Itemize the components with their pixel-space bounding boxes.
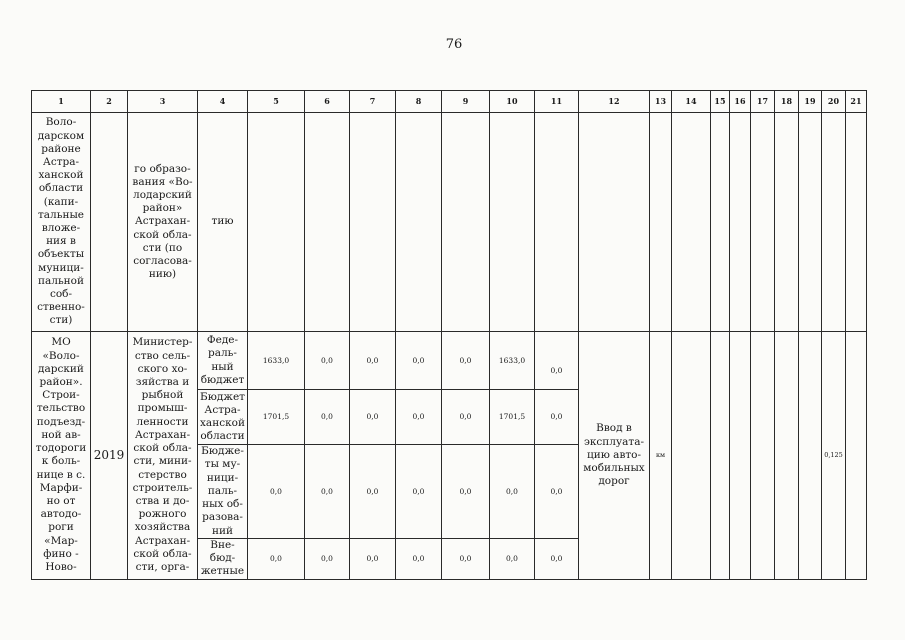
amount-cell: 0,0 bbox=[305, 445, 350, 539]
amount-cell: 0,0 bbox=[490, 445, 535, 539]
amount-cell: 0,0 bbox=[350, 332, 396, 390]
amount-cell: 0,0 bbox=[535, 390, 579, 445]
amount-cell: 1701,5 bbox=[248, 390, 305, 445]
amount-cell: 0,0 bbox=[350, 539, 396, 580]
executor-cell: го образо- вания «Во- лодарский район» Астрахан- ской обла- сти (по согласова- нию) bbox=[128, 113, 198, 332]
column-number: 11 bbox=[535, 91, 579, 113]
year-cell: 2019 bbox=[91, 332, 128, 580]
column-number: 14 bbox=[672, 91, 711, 113]
continued-row bbox=[32, 113, 867, 332]
column-number: 21 bbox=[846, 91, 867, 113]
amount-cell: 0,0 bbox=[396, 445, 442, 539]
event-name-cell: Воло- дарском районе Астра- ханской области (капи- тальные вложе- ния в объекты муници- пальной соб- ственно- сти) bbox=[32, 113, 91, 332]
column-number: 12 bbox=[579, 91, 650, 113]
funding-source-cell: Вне- бюд- жетные bbox=[198, 539, 248, 580]
amount-cell: 0,0 bbox=[442, 332, 490, 390]
column-number: 20 bbox=[822, 91, 846, 113]
column-number: 4 bbox=[198, 91, 248, 113]
amount-cell: 0,0 bbox=[535, 332, 579, 390]
executor-cell: Министер- ство сель- ского хо- зяйства и рыбной промыш- ленности Астрахан- ской обла- сти, мини- стерство строитель- ства и до- рожного хозяйства Астрахан- ской обла- сти, орга- bbox=[128, 332, 198, 580]
amount-cell: 0,0 bbox=[248, 445, 305, 539]
amount-cell: 0,0 bbox=[442, 390, 490, 445]
amount-cell: 1633,0 bbox=[248, 332, 305, 390]
column-number: 1 bbox=[32, 91, 91, 113]
amount-cell: 0,0 bbox=[305, 390, 350, 445]
column-number: 17 bbox=[751, 91, 775, 113]
column-number: 8 bbox=[396, 91, 442, 113]
amount-cell: 0,0 bbox=[305, 332, 350, 390]
amount-cell: 0,0 bbox=[535, 539, 579, 580]
column-number: 18 bbox=[775, 91, 799, 113]
amount-cell: 0,0 bbox=[442, 445, 490, 539]
column-number: 2 bbox=[91, 91, 128, 113]
column-number: 3 bbox=[128, 91, 198, 113]
column-number: 19 bbox=[799, 91, 822, 113]
unit-cell: км bbox=[650, 332, 672, 580]
amount-cell: 0,0 bbox=[396, 539, 442, 580]
amount-cell: 0,0 bbox=[248, 539, 305, 580]
amount-cell: 0,0 bbox=[535, 445, 579, 539]
funding-source-cell: Бюджет Астра- ханской области bbox=[198, 390, 248, 445]
column-number: 16 bbox=[730, 91, 751, 113]
event-name-cell: МО «Воло- дарский район». Строи- тельство подъезд- ной ав- тодороги к боль- нице в с. Марфи- но от автодо- роги «Мар- фино - Ново- bbox=[32, 332, 91, 580]
amount-cell: 0,0 bbox=[396, 390, 442, 445]
column-number: 7 bbox=[350, 91, 396, 113]
indicator-cell: Ввод в эксплуата- цию авто- мобильных дорог bbox=[579, 332, 650, 580]
amount-cell: 0,0 bbox=[396, 332, 442, 390]
funding-source-cell: Феде- раль- ный бюджет bbox=[198, 332, 248, 390]
column-number: 10 bbox=[490, 91, 535, 113]
amount-cell: 0,0 bbox=[490, 539, 535, 580]
amount-cell: 0,0 bbox=[350, 445, 396, 539]
column-number: 15 bbox=[711, 91, 730, 113]
value-cell: 0,125 bbox=[822, 332, 846, 580]
page-number: 76 bbox=[445, 37, 463, 52]
column-number-row bbox=[32, 91, 867, 113]
source-row-federal bbox=[32, 332, 867, 390]
funding-source-cell: Бюдже- ты му- ници- паль- ных об- разова- ний bbox=[198, 445, 248, 539]
amount-cell: 1701,5 bbox=[490, 390, 535, 445]
amount-cell: 1633,0 bbox=[490, 332, 535, 390]
program-table bbox=[31, 90, 867, 580]
amount-cell: 0,0 bbox=[305, 539, 350, 580]
column-number: 9 bbox=[442, 91, 490, 113]
funding-source-cell: тию bbox=[198, 113, 248, 332]
column-number: 13 bbox=[650, 91, 672, 113]
column-number: 6 bbox=[305, 91, 350, 113]
year-cell bbox=[91, 113, 128, 332]
column-number: 5 bbox=[248, 91, 305, 113]
amount-cell: 0,0 bbox=[442, 539, 490, 580]
amount-cell: 0,0 bbox=[350, 390, 396, 445]
